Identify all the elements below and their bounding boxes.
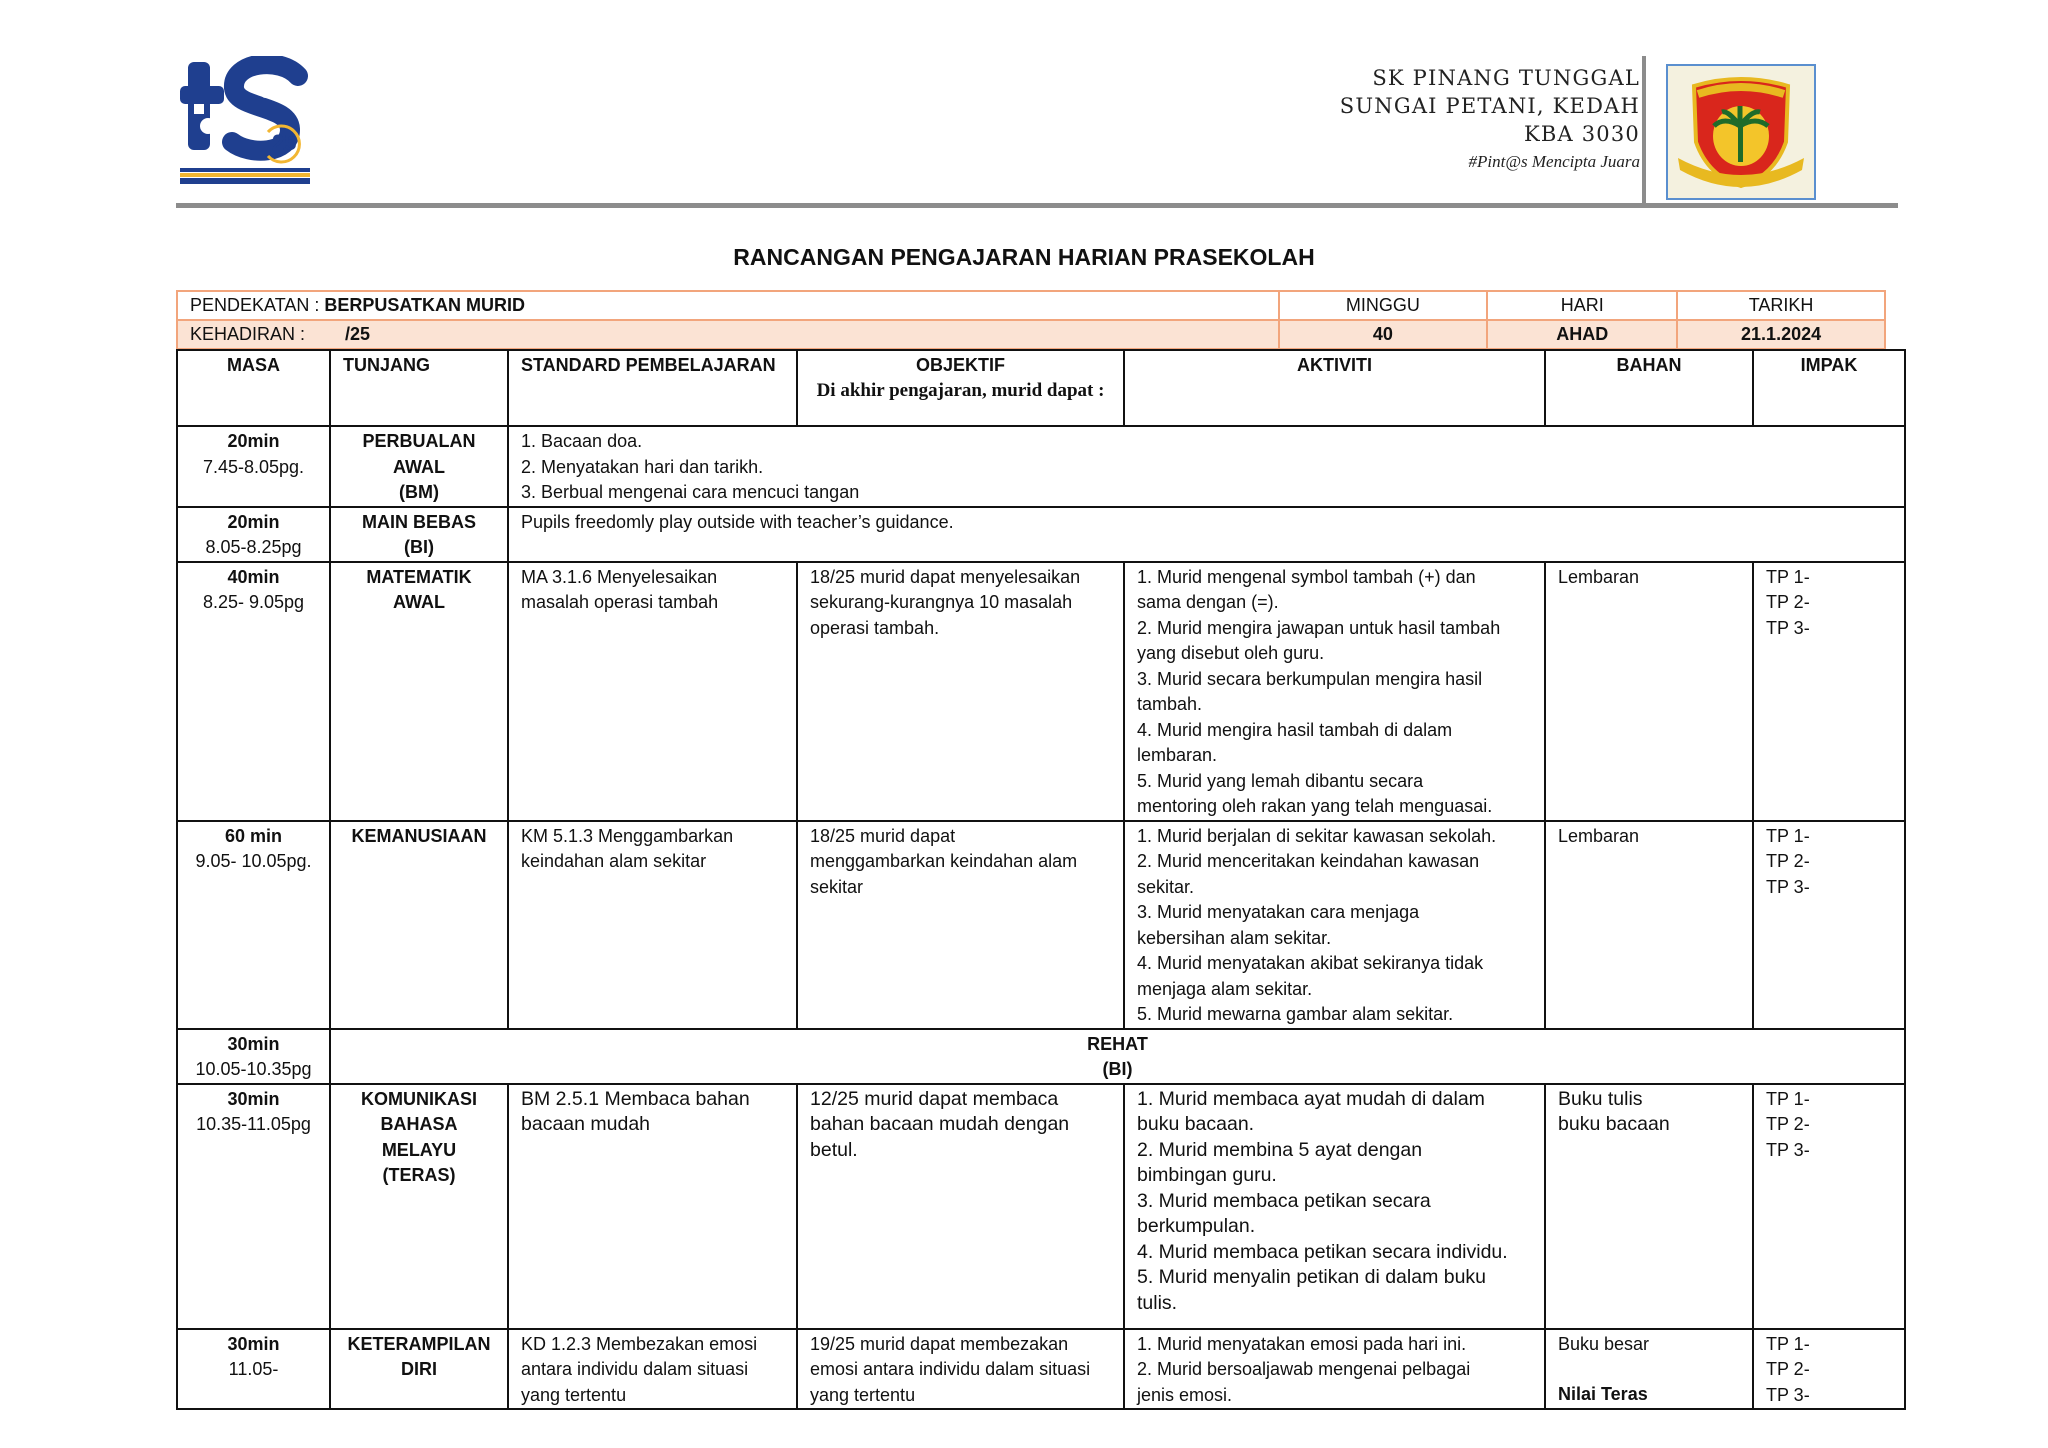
- content-line: Pupils freedomly play outside with teacher’s guidance.: [521, 511, 954, 532]
- bahan-cell: [1545, 562, 1753, 821]
- kehadiran-cell: [177, 320, 1279, 349]
- impak-line: TP 2-: [1766, 1114, 1810, 1134]
- aktiviti-line: 4. Murid membaca petikan secara individu.: [1137, 1240, 1508, 1263]
- content-line: 3. Berbual mengenai cara mencuci tangan: [521, 482, 860, 502]
- bahan-line: Buku tulis: [1558, 1087, 1643, 1110]
- school-address: [1340, 64, 1640, 172]
- tunjang-cell: [330, 507, 508, 562]
- aktiviti-line: sama dengan (=).: [1137, 592, 1279, 612]
- bahan-line: [1558, 1357, 1740, 1382]
- aktiviti-line: 5. Murid menyalin petikan di dalam buku: [1137, 1266, 1487, 1288]
- standard-line: masalah operasi tambah: [521, 592, 719, 612]
- impak-line: TP 2-: [1766, 851, 1810, 871]
- masa-duration: 20min: [227, 511, 280, 532]
- aktiviti-line: 1. Murid membaca ayat mudah di dalam: [1137, 1087, 1485, 1110]
- impak-line: TP 2-: [1766, 1359, 1810, 1379]
- col-tunjang: TUNJANG: [330, 350, 508, 426]
- aktiviti-line: 1. Murid mengenal symbol tambah (+) dan: [1137, 566, 1476, 587]
- kehadiran-label: KEHADIRAN :: [190, 324, 306, 344]
- masa-duration: 40min: [227, 566, 280, 587]
- masa-cell: [177, 426, 330, 507]
- impak-cell: [1753, 1329, 1905, 1410]
- col-bahan: BAHAN: [1545, 350, 1753, 426]
- bahan-line: Buku besar: [1558, 1333, 1650, 1354]
- aktiviti-line: buku bacaan.: [1137, 1113, 1255, 1135]
- aktiviti-line: 2. Murid membina 5 ayat dengan: [1137, 1138, 1423, 1161]
- info-row-values: [177, 320, 1885, 349]
- standard-line: KM 5.1.3 Menggambarkan: [521, 825, 734, 846]
- nilai-teras-label: Nilai Teras: [1558, 1384, 1648, 1404]
- pendekatan-label: PENDEKATAN :: [190, 295, 320, 315]
- tunjang-line: BAHASA MELAYU: [380, 1114, 458, 1160]
- aktiviti-line: 2. Murid bersoaljawab mengenai pelbagai: [1137, 1359, 1471, 1379]
- tunjang-line: MAIN BEBAS: [361, 511, 476, 532]
- impak-cell: [1753, 1084, 1905, 1329]
- objektif-cell: [797, 1084, 1124, 1329]
- standard-line: KD 1.2.3 Membezakan emosi: [521, 1333, 758, 1354]
- ts25-logo-icon: [180, 56, 313, 189]
- aktiviti-line: yang disebut oleh guru.: [1137, 643, 1325, 663]
- table-header-row: [177, 350, 1905, 426]
- bahan-line: Lembaran: [1558, 825, 1640, 846]
- aktiviti-line: 3. Murid membaca petikan secara: [1137, 1189, 1431, 1212]
- merged-content-cell: [508, 507, 1905, 562]
- header-divider: [1642, 56, 1646, 204]
- aktiviti-line: kebersihan alam sekitar.: [1137, 927, 1332, 948]
- masa-duration: 60 min: [224, 825, 283, 846]
- standard-cell: [508, 1329, 797, 1410]
- col-objektif-label: OBJEKTIF: [915, 355, 1005, 375]
- school-name: SK PINANG TUNGGAL: [1372, 66, 1640, 90]
- lesson-info-table: [176, 290, 1886, 350]
- tunjang-line: KETERAMPILAN: [347, 1333, 491, 1354]
- col-aktiviti: AKTIVITI: [1124, 350, 1545, 426]
- aktiviti-line: 1. Murid menyatakan emosi pada hari ini.: [1137, 1333, 1467, 1354]
- standard-line: yang tertentu: [521, 1384, 627, 1405]
- masa-cell: [177, 562, 330, 821]
- tunjang-line: (BM): [399, 482, 439, 502]
- tunjang-line: AWAL: [393, 456, 445, 477]
- table-row: [177, 1084, 1905, 1329]
- pendekatan-value: BERPUSATKAN MURID: [324, 295, 526, 315]
- aktiviti-cell: [1124, 562, 1545, 821]
- aktiviti-line: sekitar.: [1137, 876, 1195, 897]
- aktiviti-line: menjaga alam sekitar.: [1137, 978, 1313, 999]
- hari-label: HARI: [1487, 291, 1677, 320]
- objektif-cell: [797, 1329, 1124, 1410]
- masa-duration: 30min: [227, 1088, 280, 1109]
- tunjang-cell: [330, 821, 508, 1029]
- merged-content-cell: [508, 426, 1905, 507]
- school-location: SUNGAI PETANI, KEDAH: [1339, 94, 1640, 118]
- masa-cell: [177, 1329, 330, 1410]
- objektif-line: sekurang-kurangnya 10 masalah: [810, 592, 1073, 612]
- impak-cell: [1753, 821, 1905, 1029]
- page-title: RANCANGAN PENGAJARAN HARIAN PRASEKOLAH: [733, 244, 1315, 270]
- aktiviti-line: mentoring oleh rakan yang telah menguasai.: [1137, 796, 1493, 816]
- kehadiran-value: /25: [345, 324, 371, 344]
- table-row: [177, 1029, 1905, 1084]
- table-row: [177, 1329, 1905, 1410]
- minggu-label: MINGGU: [1279, 291, 1488, 320]
- tunjang-cell: [330, 426, 508, 507]
- objektif-line: 18/25 murid dapat menyelesaikan: [810, 566, 1081, 587]
- bahan-cell: [1545, 1084, 1753, 1329]
- svg-text:25: 25: [272, 130, 297, 155]
- aktiviti-line: 3. Murid menyatakan cara menjaga: [1137, 902, 1420, 922]
- table-row: [177, 821, 1905, 1029]
- standard-line: antara individu dalam situasi: [521, 1359, 749, 1379]
- col-standard: STANDARD PEMBELAJARAN: [508, 350, 797, 426]
- tunjang-line: KEMANUSIAAN: [351, 825, 487, 846]
- masa-time: 10.05-10.35pg: [195, 1059, 312, 1079]
- tunjang-line: MATEMATIK: [366, 566, 472, 587]
- table-row: [177, 507, 1905, 562]
- aktiviti-line: 4. Murid mengira hasil tambah di dalam: [1137, 719, 1453, 740]
- school-crest-icon: [1666, 64, 1816, 200]
- impak-line: TP 2-: [1766, 592, 1810, 612]
- rehat-cell: [330, 1029, 1905, 1084]
- aktiviti-line: lembaran.: [1137, 745, 1218, 765]
- objektif-cell: [797, 562, 1124, 821]
- tunjang-line: AWAL: [393, 592, 445, 612]
- masa-duration: 30min: [227, 1033, 280, 1054]
- aktiviti-line: 5. Murid mewarna gambar alam sekitar.: [1137, 1004, 1454, 1024]
- objektif-line: menggambarkan keindahan alam: [810, 851, 1078, 871]
- tunjang-line: (TERAS): [382, 1165, 456, 1185]
- masa-time: 7.45-8.05pg.: [202, 456, 305, 477]
- standard-cell: [508, 562, 797, 821]
- tunjang-line: PERBUALAN: [362, 431, 476, 451]
- aktiviti-cell: [1124, 1329, 1545, 1410]
- lesson-plan-table: [176, 349, 1906, 1410]
- aktiviti-line: bimbingan guru.: [1137, 1164, 1277, 1186]
- impak-line: TP 1-: [1766, 825, 1810, 846]
- masa-cell: [177, 507, 330, 562]
- standard-line: keindahan alam sekitar: [521, 851, 707, 871]
- masa-duration: 20min: [227, 431, 280, 451]
- rehat-label: REHAT: [1087, 1033, 1148, 1054]
- header-rule: [176, 203, 1898, 208]
- bahan-cell: [1545, 1329, 1753, 1410]
- masa-cell: [177, 1029, 330, 1084]
- bahan-line: Lembaran: [1558, 566, 1640, 587]
- aktiviti-line: 3. Murid secara berkumpulan mengira hasil: [1137, 668, 1483, 689]
- aktiviti-line: tambah.: [1137, 694, 1203, 714]
- objektif-line: emosi antara individu dalam situasi: [810, 1359, 1091, 1379]
- impak-line: TP 1-: [1766, 1088, 1810, 1109]
- masa-duration: 30min: [227, 1333, 280, 1354]
- standard-line: bacaan mudah: [521, 1113, 651, 1135]
- masa-cell: [177, 821, 330, 1029]
- tunjang-line: DIRI: [401, 1359, 437, 1379]
- aktiviti-line: berkumpulan.: [1137, 1215, 1256, 1237]
- masa-time: 9.05- 10.05pg.: [195, 851, 312, 871]
- aktiviti-line: tulis.: [1137, 1291, 1178, 1314]
- aktiviti-cell: [1124, 1084, 1545, 1329]
- objektif-line: yang tertentu: [810, 1384, 916, 1405]
- masa-time: 8.25- 9.05pg: [202, 592, 305, 612]
- pendekatan-cell: [177, 291, 1279, 320]
- impak-line: TP 1-: [1766, 566, 1810, 587]
- hari-value: AHAD: [1487, 320, 1677, 349]
- bahan-cell: [1545, 821, 1753, 1029]
- standard-line: MA 3.1.6 Menyelesaikan: [521, 566, 718, 587]
- masa-time: 10.35-11.05pg: [196, 1114, 311, 1134]
- masa-cell: [177, 1084, 330, 1329]
- masa-time: 11.05-: [228, 1359, 279, 1379]
- aktiviti-line: jenis emosi.: [1137, 1384, 1233, 1405]
- aktiviti-line: 1. Murid berjalan di sekitar kawasan sekolah.: [1137, 825, 1497, 846]
- col-masa: MASA: [177, 350, 330, 426]
- impak-line: TP 3-: [1766, 1139, 1810, 1160]
- impak-line: TP 1-: [1766, 1333, 1810, 1354]
- impak-line: TP 3-: [1766, 617, 1810, 638]
- minggu-value: 40: [1279, 320, 1488, 349]
- tunjang-cell: [330, 1329, 508, 1410]
- col-objektif-sub: Di akhir pengajaran, murid dapat :: [816, 379, 1105, 401]
- aktiviti-line: 2. Murid menceritakan keindahan kawasan: [1137, 851, 1480, 871]
- col-objektif: [797, 350, 1124, 426]
- content-line: 2. Menyatakan hari dan tarikh.: [521, 456, 764, 477]
- objektif-line: 19/25 murid dapat membezakan: [810, 1333, 1069, 1354]
- rehat-language: (BI): [1102, 1059, 1133, 1079]
- aktiviti-line: 2. Murid mengira jawapan untuk hasil tambah: [1137, 617, 1501, 638]
- standard-cell: [508, 1084, 797, 1329]
- objektif-line: betul.: [810, 1138, 858, 1161]
- impak-line: TP 3-: [1766, 876, 1810, 897]
- tunjang-line: KOMUNIKASI: [361, 1088, 477, 1109]
- aktiviti-cell: [1124, 821, 1545, 1029]
- tarikh-label: TARIKH: [1677, 291, 1885, 320]
- objektif-line: sekitar: [810, 876, 864, 897]
- tunjang-cell: [330, 1084, 508, 1329]
- objektif-line: 18/25 murid dapat: [810, 825, 956, 846]
- aktiviti-line: 4. Murid menyatakan akibat sekiranya tidak: [1137, 953, 1484, 973]
- aktiviti-line: 5. Murid yang lemah dibantu secara: [1137, 770, 1424, 791]
- standard-cell: [508, 821, 797, 1029]
- bahan-line: buku bacaan: [1558, 1113, 1670, 1135]
- school-code: KBA 3030: [1523, 122, 1640, 146]
- school-motto: #Pint@s Mencipta Juara: [1468, 152, 1640, 171]
- tarikh-value: 21.1.2024: [1677, 320, 1885, 349]
- col-impak: IMPAK: [1753, 350, 1905, 426]
- tunjang-cell: [330, 562, 508, 821]
- masa-time: 8.05-8.25pg: [205, 537, 302, 557]
- impak-line: TP 3-: [1766, 1384, 1810, 1405]
- table-row: [177, 562, 1905, 821]
- info-row-labels: [177, 291, 1885, 320]
- impak-cell: [1753, 562, 1905, 821]
- tunjang-line: (BI): [404, 537, 434, 557]
- objektif-line: operasi tambah.: [810, 617, 940, 638]
- objektif-line: 12/25 murid dapat membaca: [810, 1087, 1059, 1110]
- table-row: [177, 426, 1905, 507]
- objektif-line: bahan bacaan mudah dengan: [810, 1113, 1070, 1135]
- content-line: 1. Bacaan doa.: [521, 431, 643, 451]
- objektif-cell: [797, 821, 1124, 1029]
- standard-line: BM 2.5.1 Membaca bahan: [521, 1087, 750, 1110]
